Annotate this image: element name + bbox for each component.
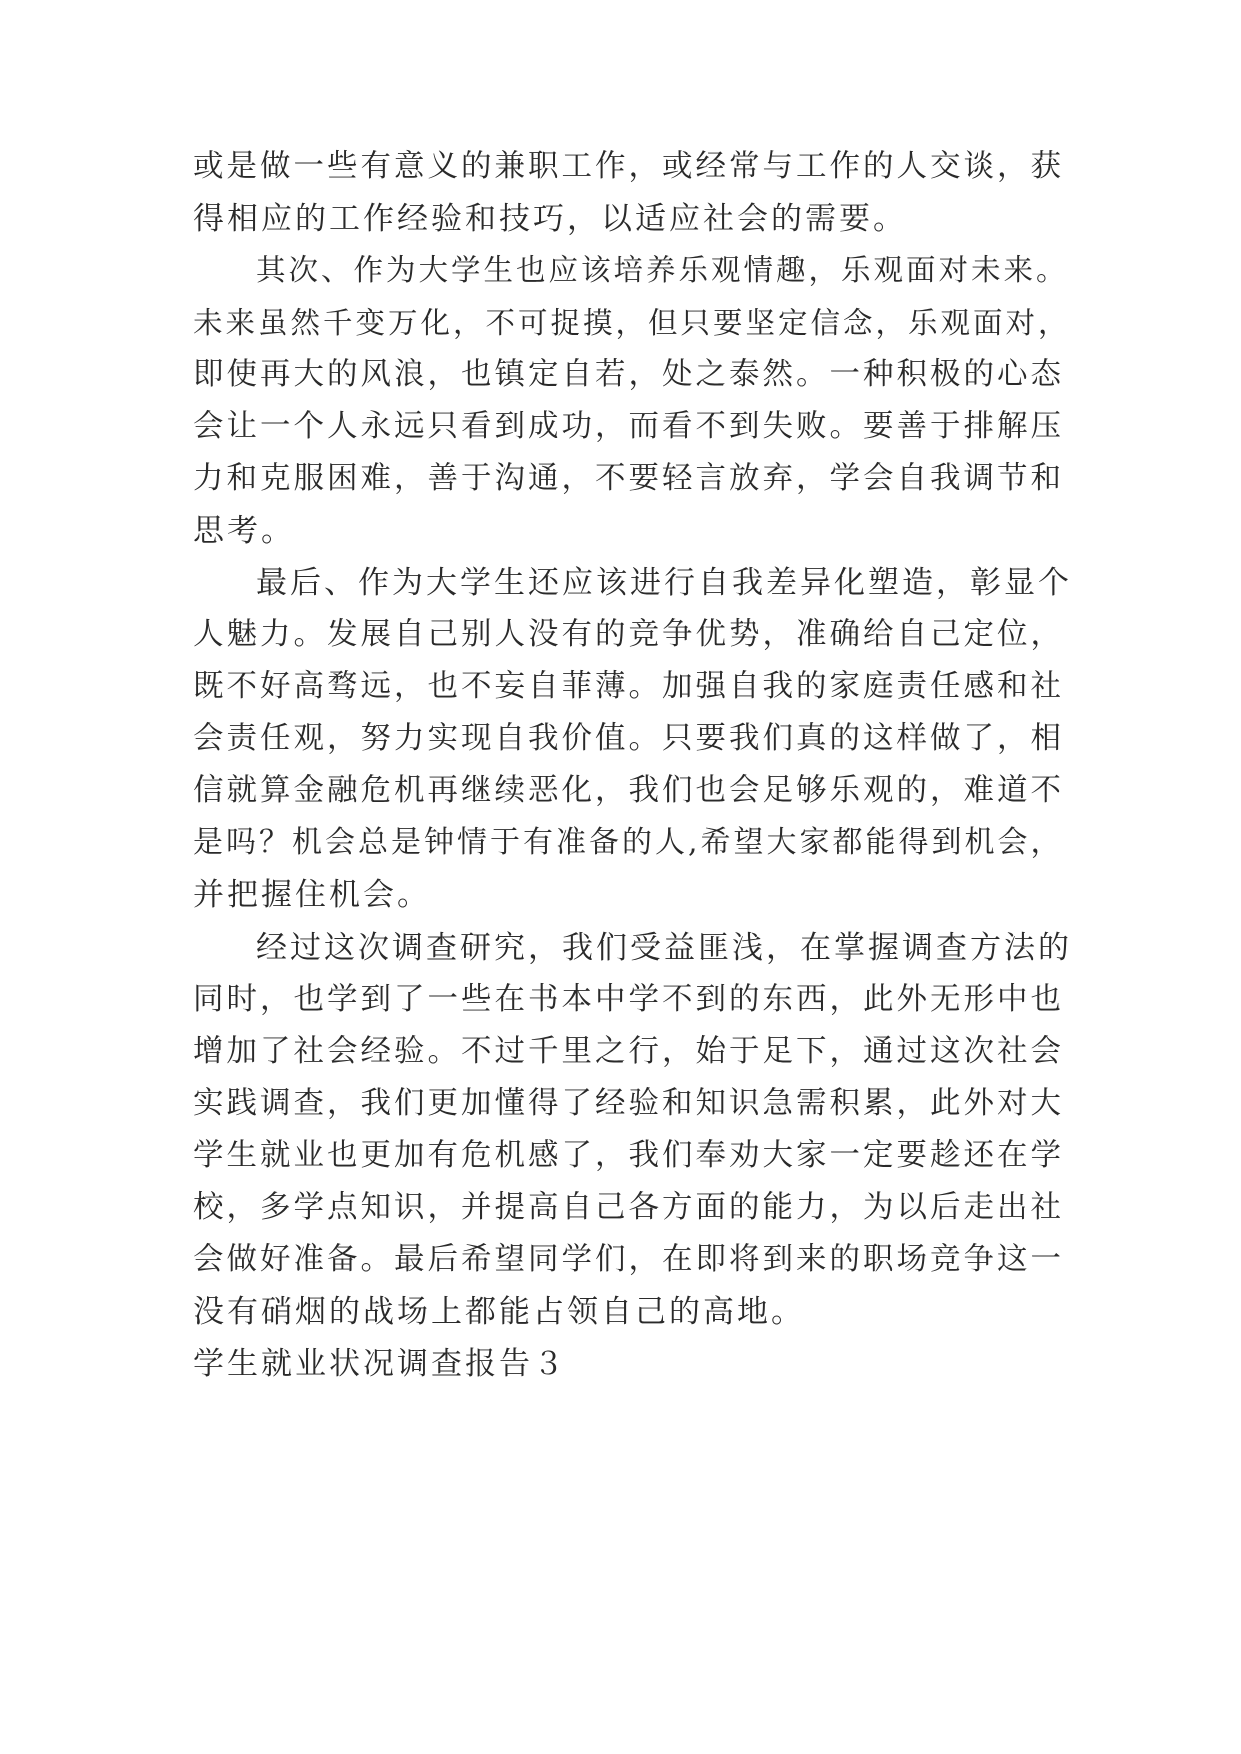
- paragraph-3-line-5: 信就算金融危机再继续恶化，我们也会足够乐观的，难道不: [193, 773, 1064, 808]
- paragraph-4-line-7: 会做好准备。最后希望同学们，在即将到来的职场竞争这一: [193, 1242, 1064, 1277]
- paragraph-3-line-7: 并把握住机会。: [193, 877, 431, 913]
- paragraph-4-line-8: 没有硝烟的战场上都能占领自己的高地。: [193, 1294, 805, 1330]
- paragraph-3-line-3: 既不好高骛远，也不妄自菲薄。加强自我的家庭责任感和社: [193, 669, 1064, 704]
- paragraph-2-line-3: 即使再大的风浪，也镇定自若，处之泰然。一种积极的心态: [193, 357, 1064, 392]
- paragraph-3-line-4: 会责任观，努力实现自我价值。只要我们真的这样做了，相: [193, 721, 1064, 756]
- paragraph-2-line-2: 未来虽然千变万化，不可捉摸，但只要坚定信念，乐观面对，: [193, 306, 1071, 340]
- paragraph-3-line-1: 最后、作为大学生还应该进行自我差异化塑造，彰显个: [256, 565, 1072, 601]
- paragraph-2-line-1: 其次、作为大学生也应该培养乐观情趣，乐观面对未来。: [256, 253, 1069, 287]
- paragraph-2-line-5: 力和克服困难，善于沟通，不要轻言放弃，学会自我调节和: [193, 461, 1064, 496]
- paragraph-3-line-2: 人魅力。发展自己别人没有的竞争优势，准确给自己定位，: [193, 617, 1064, 652]
- paragraph-4-line-1: 经过这次调查研究，我们受益匪浅，在掌握调查方法的: [256, 930, 1072, 966]
- paragraph-4-line-2: 同时，也学到了一些在书本中学不到的东西，此外无形中也: [193, 982, 1064, 1017]
- paragraph-2-line-6: 思考。: [193, 513, 295, 549]
- paragraph-4-line-6: 校，多学点知识，并提高自己各方面的能力，为以后走出社: [193, 1190, 1064, 1225]
- paragraph-1-line-1: 或是做一些有意义的兼职工作，或经常与工作的人交谈，获: [193, 149, 1064, 184]
- paragraph-2-line-4: 会让一个人永远只看到成功，而看不到失败。要善于排解压: [193, 409, 1064, 444]
- paragraph-3-line-6: 是吗？机会总是钟情于有准备的人,希望大家都能得到机会，: [193, 825, 1064, 860]
- paragraph-4-line-5: 学生就业也更加有危机感了，我们奉劝大家一定要趁还在学: [193, 1138, 1064, 1173]
- paragraph-1-line-2: 得相应的工作经验和技巧，以适应社会的需要。: [193, 201, 907, 237]
- section-heading: 学生就业状况调查报告３: [193, 1346, 567, 1382]
- paragraph-4-line-3: 增加了社会经验。不过千里之行，始于足下，通过这次社会: [193, 1034, 1064, 1069]
- paragraph-4-line-4: 实践调查，我们更加懂得了经验和知识急需积累，此外对大: [193, 1086, 1064, 1121]
